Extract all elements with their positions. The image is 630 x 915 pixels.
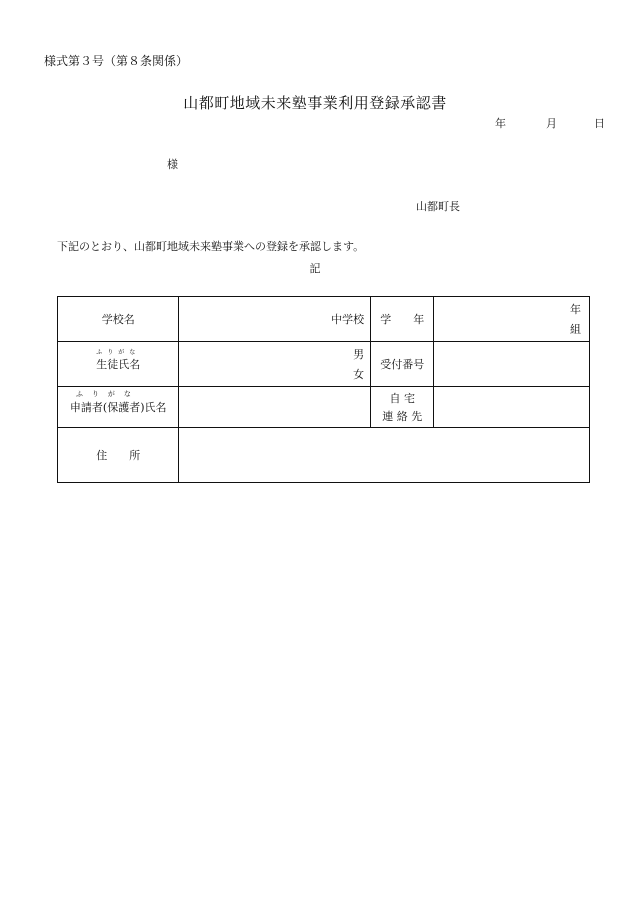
grade-unit: 年 — [570, 303, 581, 316]
contact-cell[interactable] — [434, 387, 590, 428]
document-title: 山都町地域未来塾事業利用登録承認書 — [183, 94, 447, 112]
student-name-cell[interactable] — [179, 342, 371, 387]
body-text: 下記のとおり、山都町地域未来塾事業への登録を承認します。 — [57, 240, 365, 253]
addressee-suffix: 様 — [167, 158, 178, 171]
applicant-ruby: ふりがな — [75, 390, 140, 398]
student-name-label-cell — [58, 342, 179, 387]
table-row-applicant — [58, 387, 590, 428]
address-label: 住 所 — [58, 428, 179, 483]
gender-male: 男 — [353, 348, 365, 361]
home-label: 自 宅 — [389, 392, 416, 405]
date-day: 日 — [594, 117, 605, 130]
grade-label: 学 年 — [371, 297, 434, 342]
date-year: 年 — [495, 117, 506, 130]
school-name-cell[interactable] — [179, 297, 371, 342]
school-name-label: 学校名 — [58, 297, 179, 342]
form-number: 様式第３号（第８条関係） — [44, 54, 189, 68]
applicant-label-cell — [58, 387, 179, 428]
gender-female: 女 — [353, 368, 365, 381]
class-unit: 組 — [570, 323, 581, 336]
reception-number-cell[interactable] — [434, 342, 590, 387]
table-row-address — [58, 428, 590, 483]
table-row-school — [58, 297, 590, 342]
table-row-student — [58, 342, 590, 387]
registration-table — [57, 296, 590, 483]
reception-number-label: 受付番号 — [371, 342, 434, 387]
date-month: 月 — [546, 117, 557, 130]
student-name-ruby: ふりがな — [96, 349, 141, 356]
address-cell[interactable] — [179, 428, 590, 483]
applicant-label: 申請者(保護者)氏名 — [69, 401, 167, 414]
issuer: 山都町長 — [416, 200, 460, 213]
student-name-label: 生徒氏名 — [96, 358, 141, 371]
contact-label: 連 絡 先 — [382, 410, 423, 423]
grade-class-cell[interactable] — [434, 297, 590, 342]
ki-heading: 記 — [309, 262, 321, 275]
contact-label-cell — [371, 387, 434, 428]
school-suffix: 中学校 — [331, 313, 365, 326]
applicant-name-cell[interactable] — [179, 387, 371, 428]
